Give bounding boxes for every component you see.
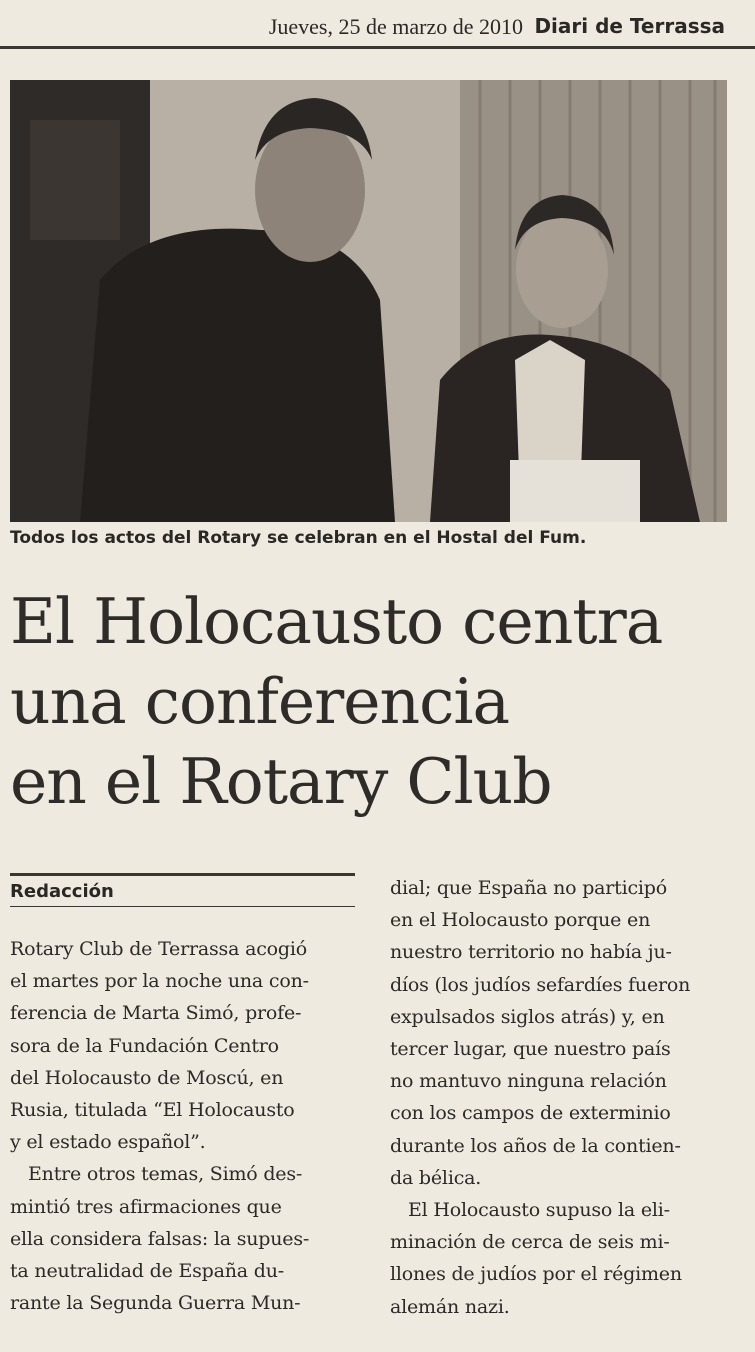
article-photo [10,80,727,522]
body-text-line: llones de judíos por el régimen [390,1263,682,1286]
body-text-line: durante los años de la contien- [390,1134,681,1157]
body-text-line: díos (los judíos sefardíes fueron [390,973,691,996]
body-text-line: alemán nazi. [390,1295,510,1318]
body-text-line: Rusia, titulada “El Holocausto [10,1099,295,1122]
body-text-line: ella considera falsas: la supues- [10,1227,310,1250]
body-text-line: Rotary Club de Terrassa acogió [10,938,307,960]
body-text-line: nuestro territorio no había ju- [390,941,672,964]
body-text-line: sora de la Fundación Centro [10,1034,279,1057]
body-text-line: ta neutralidad de España du- [10,1260,284,1283]
article-column-1 [10,873,355,1319]
body-text-line: ferencia de Marta Simó, profe- [10,1002,302,1025]
body-text-line: expulsados siglos atrás) y, en [390,1005,665,1028]
body-text-line: Entre otros temas, Simó des- [28,1163,303,1186]
header-rule [0,46,755,49]
body-text-line: no mantuvo ninguna relación [390,1070,667,1093]
newspaper-name: Diari de Terrassa [534,14,725,38]
body-text-line: en el Holocausto porque en [390,909,651,932]
body-text-line: mintió tres afirmaciones que [10,1195,282,1218]
headline-line: una conferencia [10,665,510,738]
article-headline [10,582,750,822]
body-text-line: con los campos de exterminio [390,1102,671,1125]
body-text-line: el martes por la noche una con- [10,970,309,993]
body-text-line: del Holocausto de Moscú, en [10,1066,284,1089]
body-text-line: minación de cerca de seis mi- [390,1231,670,1254]
body-text-line: rante la Segunda Guerra Mun- [10,1292,301,1315]
body-text-line: da bélica. [390,1166,482,1189]
publication-date: Jueves, 25 de marzo de 2010 [268,14,523,39]
page-header [0,0,755,52]
byline-rule-bottom [10,906,355,907]
body-text-line: y el estado español”. [10,1131,206,1154]
headline-line: en el Rotary Club [10,745,552,818]
photo-caption: Todos los actos del Rotary se celebran en el Hostal del Fum. [10,528,587,548]
headline-line: El Holocausto centra [10,585,663,658]
body-text-line: tercer lugar, que nuestro país [390,1038,671,1061]
body-text-line: El Holocausto supuso la eli- [408,1199,670,1222]
body-text-line: dial; que España no participó [390,877,668,899]
article-column-2 [390,872,740,1323]
byline: Redacción [10,881,114,902]
